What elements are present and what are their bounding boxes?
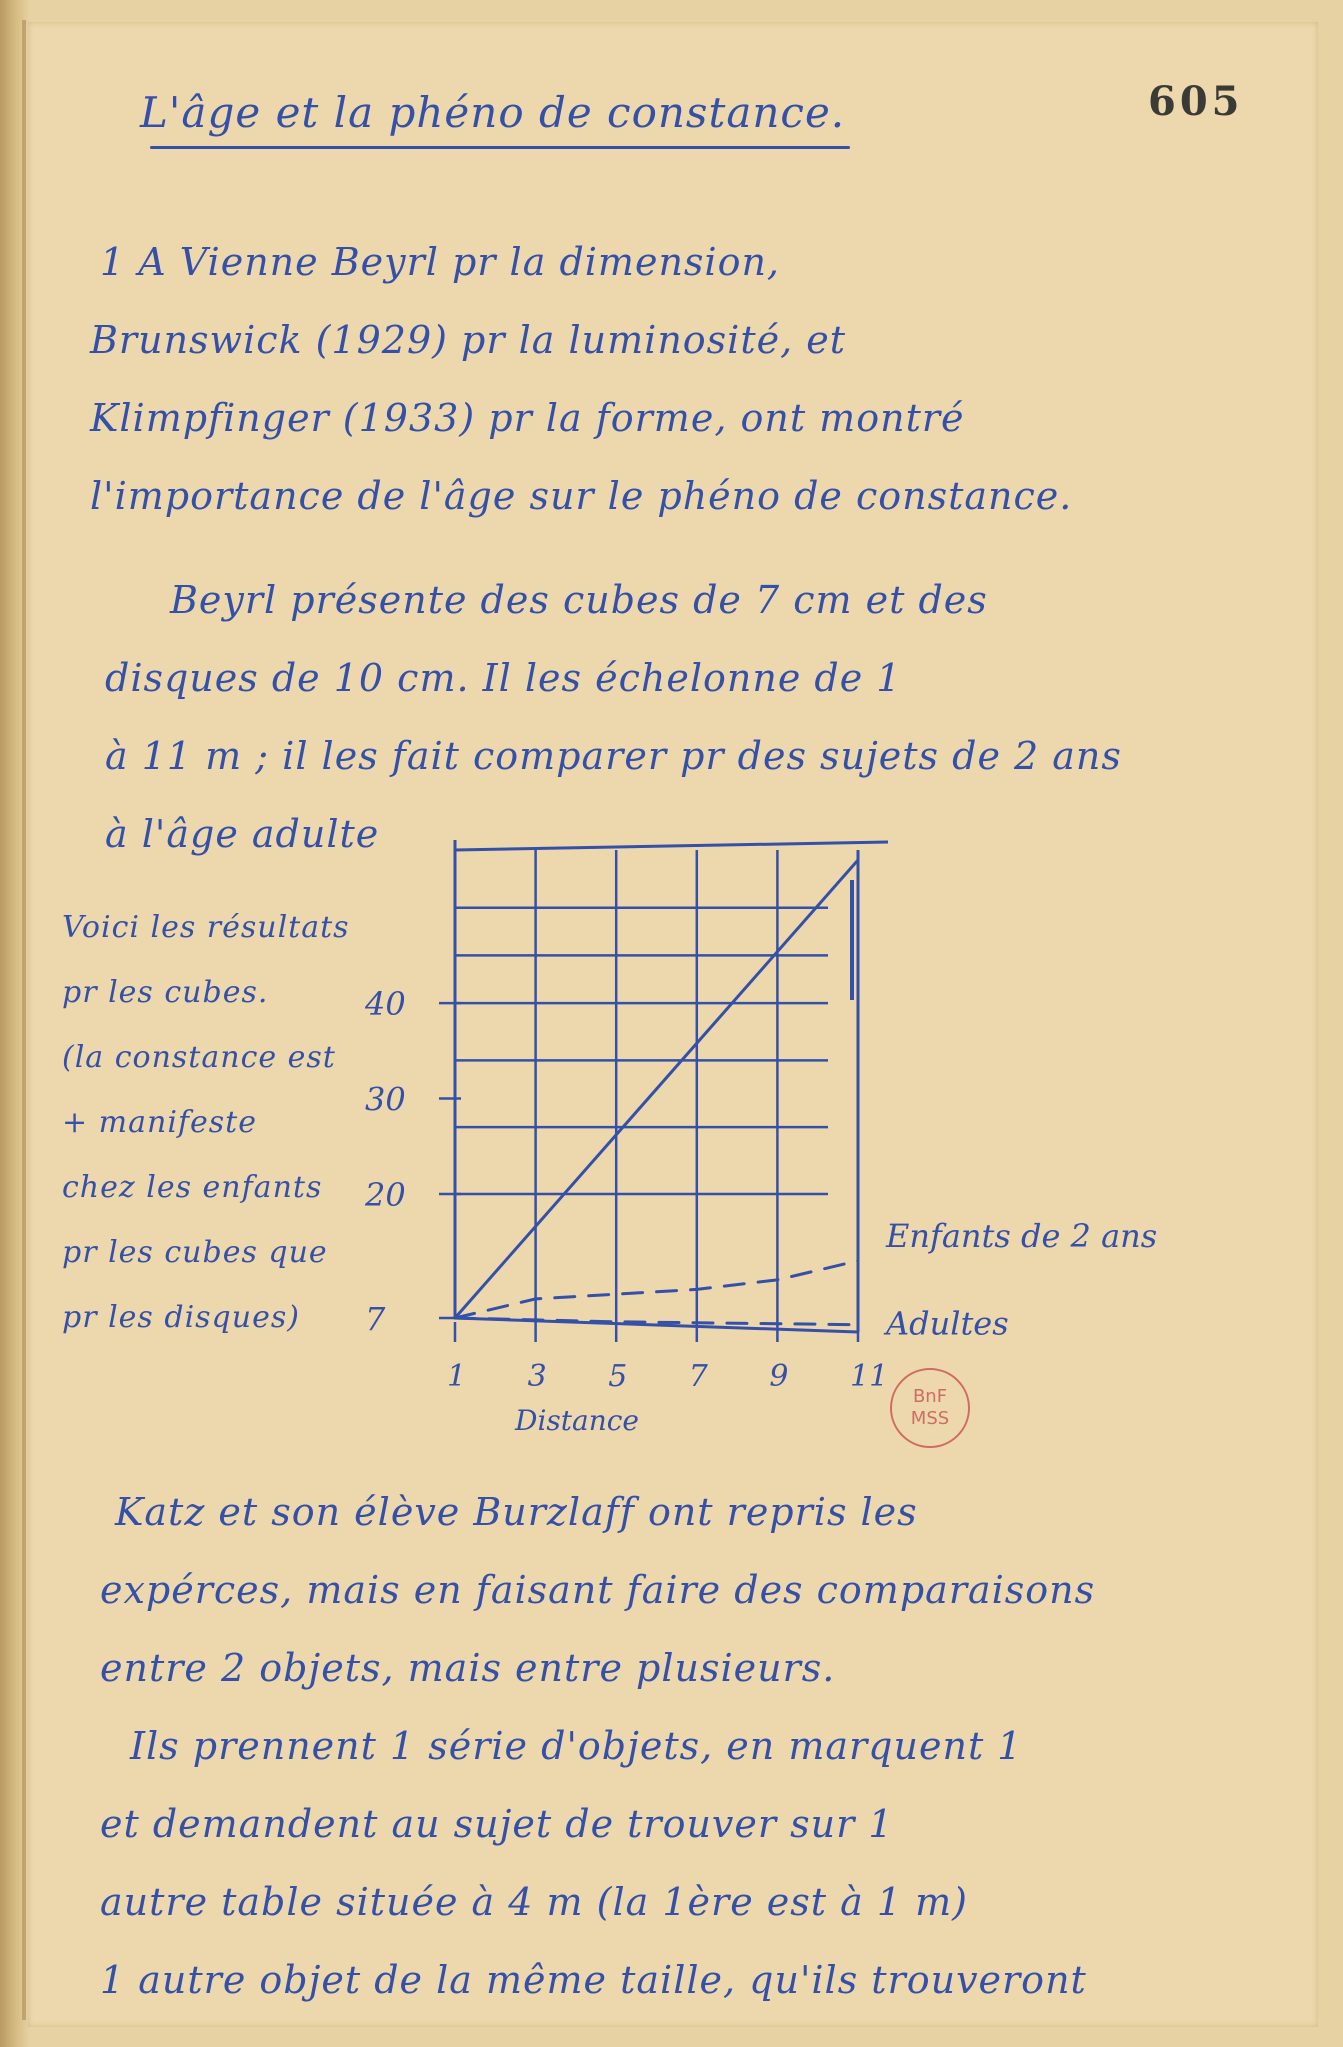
y-tick-label: 30 bbox=[365, 1080, 406, 1119]
series-label-1: Enfants de 2 ans bbox=[886, 1216, 1158, 1255]
side-note-line: Voici les résultats bbox=[62, 910, 350, 945]
p3-line: Katz et son élève Burzlaff ont repris les bbox=[115, 1490, 918, 1534]
p2-line: à 11 m ; il les fait comparer pr des sujets de 2 ans bbox=[105, 734, 1122, 778]
p1-line: Brunswick (1929) pr la luminosité, et bbox=[90, 318, 846, 362]
page-title: L'âge et la phéno de constance. bbox=[140, 88, 846, 137]
p2-line: à l'âge adulte bbox=[105, 812, 380, 856]
x-tick-label: 1 bbox=[447, 1359, 467, 1394]
stamp-line2: MSS bbox=[910, 1408, 950, 1429]
side-note-line: + manifeste bbox=[62, 1105, 257, 1140]
x-tick-label: 3 bbox=[527, 1359, 547, 1394]
side-note-line: pr les disques) bbox=[62, 1300, 300, 1335]
bnf-stamp bbox=[890, 1368, 970, 1448]
series-line-1 bbox=[455, 1261, 858, 1318]
p3-line: entre 2 objets, mais entre plusieurs. bbox=[100, 1646, 836, 1690]
y-tick-label: 7 bbox=[365, 1300, 386, 1338]
x-tick-label: 5 bbox=[608, 1359, 628, 1394]
side-note-line: (la constance est bbox=[62, 1040, 336, 1075]
x-tick-label: 7 bbox=[688, 1359, 708, 1394]
x-tick-label: 11 bbox=[850, 1359, 889, 1394]
p1-line: 1 A Vienne Beyrl pr la dimension, bbox=[100, 240, 781, 284]
y-tick-label: 20 bbox=[365, 1175, 406, 1214]
p3-line: expérces, mais en faisant faire des comparaisons bbox=[100, 1568, 1096, 1612]
p3-line: et demandent au sujet de trouver sur 1 bbox=[100, 1802, 894, 1846]
x-tick-label: 9 bbox=[769, 1359, 789, 1394]
side-note-line: pr les cubes que bbox=[62, 1235, 328, 1270]
p3-line: autre table située à 4 m (la 1ère est à 1 m) bbox=[100, 1880, 968, 1924]
series-line-0 bbox=[455, 860, 858, 1318]
p2-line: disques de 10 cm. Il les échelonne de 1 bbox=[105, 656, 902, 700]
y-tick-label: 40 bbox=[365, 985, 406, 1024]
side-note-line: chez les enfants bbox=[62, 1170, 323, 1205]
p3-line: 1 autre objet de la même taille, qu'ils trouveront bbox=[100, 1958, 1087, 2002]
side-note-line: pr les cubes. bbox=[62, 975, 269, 1010]
stamp-line1: BnF bbox=[912, 1386, 948, 1407]
p1-line: l'importance de l'âge sur le phéno de constance. bbox=[90, 474, 1073, 518]
p2-line: Beyrl présente des cubes de 7 cm et des bbox=[170, 578, 988, 622]
x-axis-label: Distance bbox=[515, 1404, 640, 1437]
p1-line: Klimpfinger (1933) pr la forme, ont montré bbox=[90, 396, 965, 440]
page-number: 605 bbox=[1148, 78, 1244, 125]
p3-line: Ils prennent 1 série d'objets, en marquent 1 bbox=[130, 1724, 1023, 1768]
top-frame-line bbox=[455, 842, 888, 850]
series-label-2: Adultes bbox=[886, 1304, 1009, 1343]
